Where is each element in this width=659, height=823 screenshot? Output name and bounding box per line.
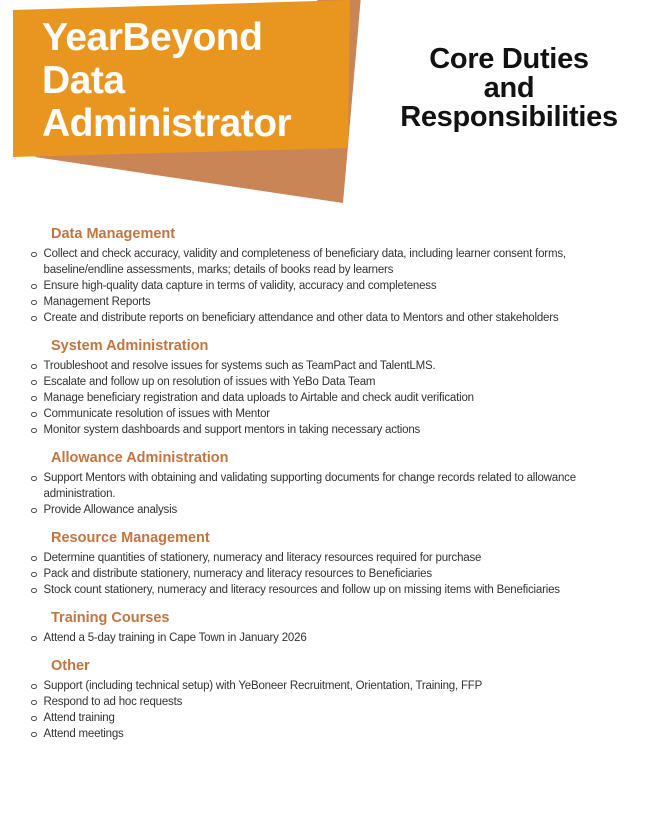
section-training-courses <box>31 610 643 646</box>
section-system-administration <box>31 338 643 438</box>
section-other <box>31 658 643 742</box>
logo-line-2: Data <box>42 59 125 102</box>
page-title-line-1: Core Duties <box>429 43 589 75</box>
bullet-text: Provide Allowance analysis <box>43 504 178 516</box>
bullet-item <box>31 550 643 566</box>
section-heading: Other <box>51 658 90 674</box>
bullet-circle-icon <box>31 476 37 482</box>
bullet-text: Collect and check accuracy, validity and completeness of beneficiary data, including learner consent forms, baseline/endline assessments, marks; details of books read by learners <box>43 248 566 276</box>
section-data-management <box>31 226 643 326</box>
bullet-text: Create and distribute reports on beneficiary attendance and other data to Mentors and other stakeholders <box>43 312 559 324</box>
bullet-text: Support Mentors with obtaining and validating supporting documents for change records related to allowance administration. <box>43 472 576 500</box>
bullet-text: Attend a 5-day training in Cape Town in January 2026 <box>43 632 307 644</box>
bullet-circle-icon <box>31 716 37 722</box>
bullet-text: Escalate and follow up on resolution of issues with YeBo Data Team <box>43 376 376 388</box>
bullet-circle-icon <box>31 636 37 642</box>
logo-line-1: YearBeyond <box>42 16 263 59</box>
bullet-item <box>31 470 643 502</box>
section-heading: Allowance Administration <box>51 450 229 466</box>
bullet-circle-icon <box>31 396 37 402</box>
bullet-circle-icon <box>31 412 37 418</box>
bullet-item <box>31 694 643 710</box>
bullet-circle-icon <box>31 508 37 514</box>
bullet-circle-icon <box>31 364 37 370</box>
bullet-text: Manage beneficiary registration and data uploads to Airtable and check audit verification <box>43 392 474 404</box>
logo-wordmark <box>42 16 291 145</box>
bullet-item <box>31 246 643 278</box>
bullet-circle-icon <box>31 700 37 706</box>
bullet-list <box>31 246 643 326</box>
bullet-list <box>31 358 643 438</box>
bullet-item <box>31 374 643 390</box>
bullet-text: Respond to ad hoc requests <box>43 696 183 708</box>
bullet-circle-icon <box>31 316 37 322</box>
duties-content <box>0 215 659 742</box>
bullet-circle-icon <box>31 684 37 690</box>
section-resource-management <box>31 530 643 598</box>
bullet-item <box>31 294 643 310</box>
bullet-item <box>31 566 643 582</box>
bullet-text: Ensure high-quality data capture in terms of validity, accuracy and completeness <box>43 280 437 292</box>
bullet-list <box>31 550 643 598</box>
bullet-list <box>31 630 643 646</box>
bullet-text: Management Reports <box>43 296 151 308</box>
section-allowance-administration <box>31 450 643 518</box>
bullet-item <box>31 630 643 646</box>
bullet-item <box>31 422 643 438</box>
bullet-item <box>31 310 643 326</box>
bullet-circle-icon <box>31 380 37 386</box>
bullet-item <box>31 710 643 726</box>
section-heading: Training Courses <box>51 610 170 626</box>
bullet-item <box>31 678 643 694</box>
bullet-text: Support (including technical setup) with YeBoneer Recruitment, Orientation, Training, FFP <box>43 680 483 692</box>
bullet-item <box>31 358 643 374</box>
bullet-text: Troubleshoot and resolve issues for systems such as TeamPact and TalentLMS. <box>43 360 436 372</box>
bullet-item <box>31 582 643 598</box>
bullet-circle-icon <box>31 252 37 258</box>
bullet-item <box>31 502 643 518</box>
bullet-text: Determine quantities of stationery, numeracy and literacy resources required for purchase <box>43 552 482 564</box>
bullet-item <box>31 726 643 742</box>
header-banner <box>0 0 659 215</box>
page-title-line-2: and <box>483 72 535 104</box>
bullet-text: Attend training <box>43 712 115 724</box>
bullet-item <box>31 406 643 422</box>
section-heading: Data Management <box>51 226 176 242</box>
bullet-text: Stock count stationery, numeracy and literacy resources and follow up on missing items with Beneficiaries <box>43 584 560 596</box>
section-heading: System Administration <box>51 338 209 354</box>
bullet-circle-icon <box>31 428 37 434</box>
bullet-list <box>31 678 643 742</box>
bullet-text: Monitor system dashboards and support mentors in taking necessary actions <box>43 424 421 436</box>
bullet-circle-icon <box>31 732 37 738</box>
page-title <box>368 45 650 132</box>
bullet-circle-icon <box>31 572 37 578</box>
bullet-circle-icon <box>31 284 37 290</box>
logo-line-3: Administrator <box>42 102 292 145</box>
bullet-text: Communicate resolution of issues with Mentor <box>43 408 270 420</box>
bullet-circle-icon <box>31 300 37 306</box>
bullet-circle-icon <box>31 588 37 594</box>
bullet-text: Attend meetings <box>43 728 124 740</box>
section-heading: Resource Management <box>51 530 210 546</box>
bullet-item <box>31 390 643 406</box>
bullet-circle-icon <box>31 556 37 562</box>
bullet-list <box>31 470 643 518</box>
bullet-text: Pack and distribute stationery, numeracy and literacy resources to Beneficiaries <box>43 568 432 580</box>
bullet-item <box>31 278 643 294</box>
page-title-line-3: Responsibilities <box>400 101 618 133</box>
